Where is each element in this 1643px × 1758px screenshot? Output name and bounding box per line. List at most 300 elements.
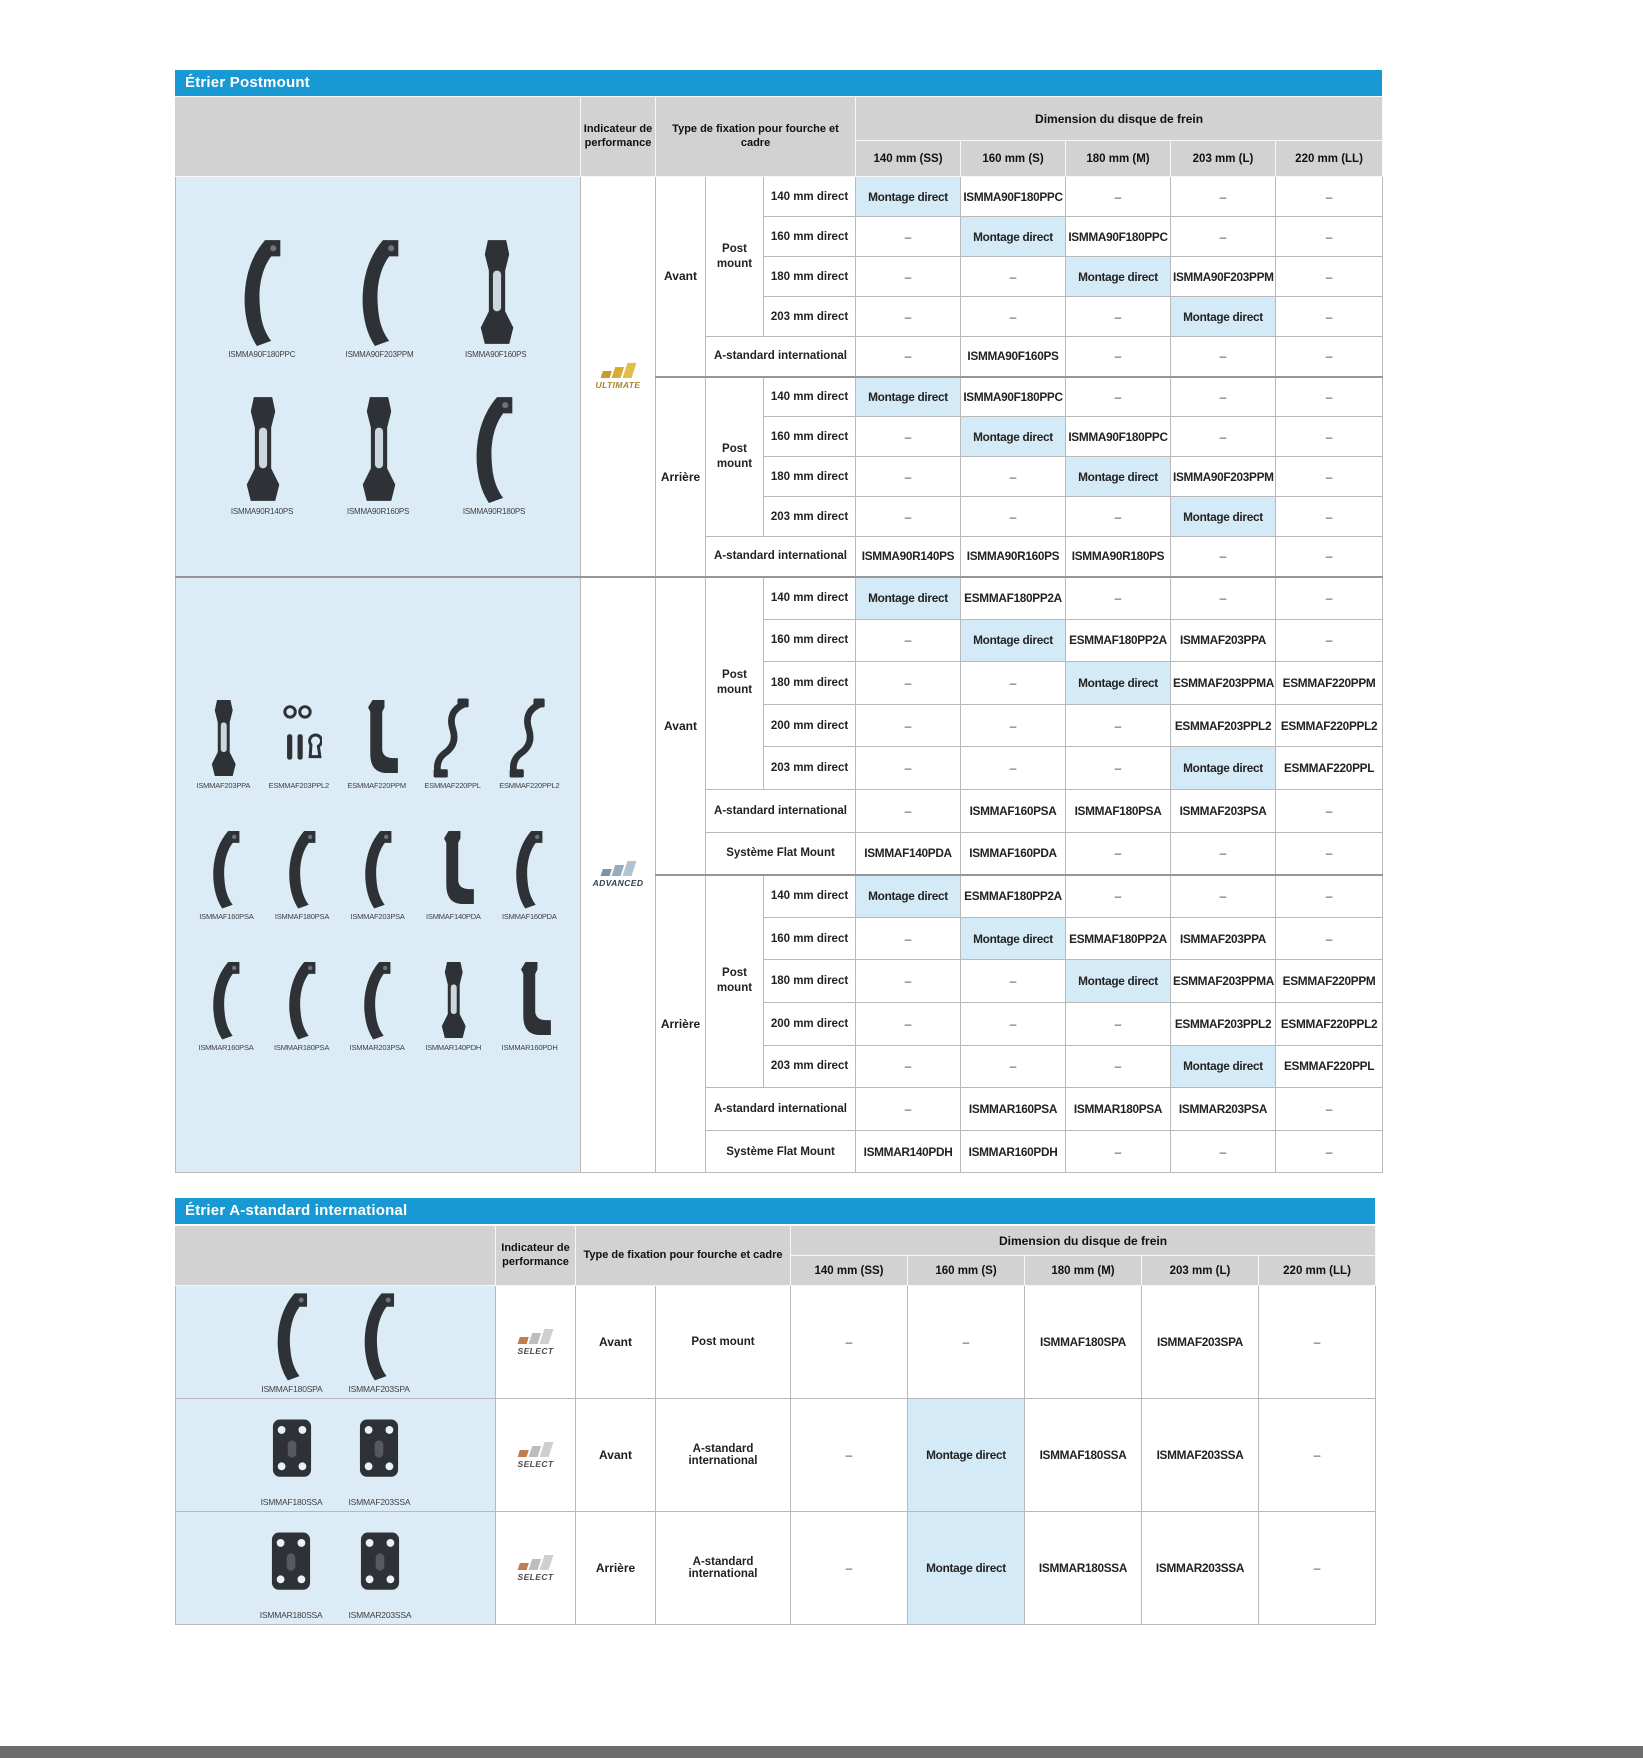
performance-name: ULTIMATE (595, 379, 641, 390)
matrix-cell: – (1276, 217, 1383, 257)
matrix-cell: Montage direct (961, 217, 1066, 257)
size-col-160: 160 mm (S) (908, 1256, 1025, 1286)
mount-type-label: Post mount (656, 1286, 791, 1399)
matrix-cell: ISMMA90F180PPC (961, 177, 1066, 217)
product-caption: ISMMAF203PPA (196, 781, 251, 791)
select-performance-cell (496, 1512, 576, 1625)
matrix-cell: – (1066, 1130, 1171, 1173)
matrix-cell: ISMMAR203SSA (1142, 1512, 1259, 1625)
adapter-image (230, 393, 294, 505)
adapter-image (462, 393, 526, 505)
product-caption: ISMMAR160PSA (198, 1043, 254, 1053)
matrix-cell: Montage direct (1171, 297, 1276, 337)
matrix-cell: Montage direct (856, 377, 961, 417)
row-label: 203 mm direct (764, 747, 856, 790)
product-figure (269, 697, 329, 790)
matrix-cell: – (1171, 1130, 1276, 1173)
product-figure (426, 828, 481, 921)
matrix-cell: ESMMAF220PPL (1276, 747, 1383, 790)
matrix-cell: – (1066, 297, 1171, 337)
product-caption: ISMMAF203PSA (350, 912, 405, 922)
matrix-cell: ISMMAF203PSA (1171, 789, 1276, 832)
matrix-cell: – (791, 1399, 908, 1512)
matrix-cell: – (961, 457, 1066, 497)
matrix-cell: – (856, 497, 961, 537)
product-figure (346, 236, 414, 359)
position-label: Avant (576, 1399, 656, 1512)
row-label: 203 mm direct (764, 497, 856, 537)
matrix-cell: – (1171, 537, 1276, 577)
matrix-cell: ISMMA90F180PPC (1066, 217, 1171, 257)
performance-name: ADVANCED (592, 878, 644, 889)
product-figure (350, 828, 404, 921)
matrix-cell: – (961, 1002, 1066, 1045)
ultimate-performance-cell (581, 177, 656, 577)
adapter-image (355, 828, 401, 910)
row-label: 200 mm direct (764, 1002, 856, 1045)
matrix-cell: – (1276, 917, 1383, 960)
matrix-cell: – (1171, 337, 1276, 377)
size-col-180: 180 mm (M) (1066, 141, 1171, 177)
row-label: 180 mm direct (764, 257, 856, 297)
product-caption: ISMMAF180PSA (274, 912, 330, 922)
matrix-cell: – (856, 747, 961, 790)
matrix-cell: ESMMAF180PP2A (1066, 917, 1171, 960)
product-figure (260, 1516, 323, 1620)
matrix-cell: – (1276, 177, 1383, 217)
matrix-cell: – (1276, 832, 1383, 875)
matrix-cell: ISMMAF180SSA (1025, 1399, 1142, 1512)
matrix-cell: ISMMA90F203PPM (1171, 257, 1276, 297)
ultimate-block (176, 177, 1383, 577)
matrix-cell: ISMMAF180PSA (1066, 789, 1171, 832)
product-figure (349, 1290, 410, 1394)
matrix-cell: – (1276, 257, 1383, 297)
matrix-cell: Montage direct (1066, 662, 1171, 705)
size-col-203: 203 mm (L) (1171, 141, 1276, 177)
size-col-220: 220 mm (LL) (1276, 141, 1383, 177)
matrix-cell: – (856, 917, 961, 960)
matrix-cell: – (908, 1286, 1025, 1399)
row-label: A-standard international (706, 789, 856, 832)
product-figure (347, 697, 405, 790)
product-figure (462, 393, 526, 516)
astandard-table (175, 1225, 1376, 1625)
matrix-cell: ESMMAF203PPL2 (1171, 704, 1276, 747)
size-col-220: 220 mm (LL) (1259, 1256, 1376, 1286)
product-caption: ESMMAF220PPL (424, 781, 481, 791)
matrix-cell: Montage direct (1171, 1045, 1276, 1088)
small-parts-image (276, 697, 322, 779)
matrix-cell: – (1259, 1512, 1376, 1625)
matrix-cell: ISMMA90F180PPC (1066, 417, 1171, 457)
adapter-image (200, 697, 246, 779)
adapter-image (354, 959, 400, 1041)
matrix-cell: – (961, 662, 1066, 705)
position-label: Avant (656, 577, 706, 875)
matrix-cell: ESMMAF220PPL (1276, 1045, 1383, 1088)
matrix-cell: – (856, 1088, 961, 1131)
disc-size-header: Dimension du disque de frein (856, 97, 1383, 141)
matrix-cell: ISMMAF203PPA (1171, 917, 1276, 960)
row-label: Système Flat Mount (706, 832, 856, 875)
performance-name: SELECT (517, 1345, 554, 1356)
matrix-cell: – (856, 960, 961, 1003)
matrix-cell: ISMMA90R180PS (1066, 537, 1171, 577)
matrix-cell: ISMMAR140PDH (856, 1130, 961, 1173)
product-caption: ISMMAF140PDA (426, 912, 481, 922)
matrix-cell: – (1276, 619, 1383, 662)
matrix-cell: – (1171, 217, 1276, 257)
product-caption: ISMMAR203PSA (349, 1043, 405, 1053)
performance-bars-icon (600, 363, 636, 378)
product-caption: ISMMAR203SSA (348, 1610, 412, 1620)
matrix-cell: Montage direct (961, 917, 1066, 960)
product-caption: ISMMAF180SPA (261, 1384, 323, 1394)
product-caption: ISMMAR180SSA (259, 1610, 323, 1620)
product-figure (349, 1403, 411, 1507)
row-label: A-standard international (706, 537, 856, 577)
matrix-cell: – (1171, 177, 1276, 217)
matrix-cell: – (856, 662, 961, 705)
adapter-image (353, 1403, 405, 1495)
row-label: 140 mm direct (764, 377, 856, 417)
adapter-image (203, 828, 249, 910)
product-caption: ISMMA90R160PS (346, 507, 410, 517)
select-performance-cell (496, 1399, 576, 1512)
mount-type-label: A-standard international (656, 1399, 791, 1512)
matrix-cell: Montage direct (961, 619, 1066, 662)
matrix-cell: – (1276, 875, 1383, 918)
row-label: 160 mm direct (764, 217, 856, 257)
product-caption: ESMMAF220PPL2 (499, 781, 560, 791)
mount-type-label: Post mount (706, 577, 764, 790)
matrix-cell: – (1276, 457, 1383, 497)
matrix-cell: – (856, 257, 961, 297)
matrix-cell: ISMMAR180PSA (1066, 1088, 1171, 1131)
matrix-cell: ESMMAF180PP2A (1066, 619, 1171, 662)
matrix-cell: – (856, 619, 961, 662)
matrix-cell: – (791, 1286, 908, 1399)
matrix-cell: Montage direct (856, 875, 961, 918)
product-figure (199, 828, 253, 921)
ultimate-logo (583, 363, 653, 390)
product-figure (502, 959, 558, 1052)
fixation-header: Type de fixation pour fourche et cadre (656, 97, 856, 177)
adapter-image (354, 1516, 406, 1608)
matrix-cell: ISMMAF203PPA (1171, 619, 1276, 662)
fixation-header: Type de fixation pour fourche et cadre (576, 1226, 791, 1286)
advanced-block (176, 577, 1383, 1173)
matrix-cell: ISMMAF140PDA (856, 832, 961, 875)
matrix-cell: – (1276, 537, 1383, 577)
matrix-cell: Montage direct (908, 1512, 1025, 1625)
select-logo (498, 1555, 573, 1582)
row-label: 180 mm direct (764, 662, 856, 705)
matrix-cell: – (856, 789, 961, 832)
matrix-cell: Montage direct (856, 177, 961, 217)
matrix-cell: Montage direct (1066, 960, 1171, 1003)
matrix-cell: ISMMA90F203PPM (1171, 457, 1276, 497)
adapter-image (430, 697, 476, 779)
matrix-cell: – (1276, 577, 1383, 620)
matrix-cell: – (856, 1045, 961, 1088)
matrix-cell: ESMMAF220PPM (1276, 960, 1383, 1003)
matrix-cell: – (1066, 832, 1171, 875)
select-product-images (176, 1512, 496, 1625)
select-logo (498, 1329, 573, 1356)
product-caption: ISMMA90R140PS (230, 507, 294, 517)
adapter-image (203, 959, 249, 1041)
postmount-section-title: Étrier Postmount (175, 70, 1382, 96)
matrix-cell: ESMMAF203PPMA (1171, 662, 1276, 705)
product-caption: ISMMAF203SPA (348, 1384, 410, 1394)
matrix-cell: – (1276, 1088, 1383, 1131)
matrix-cell: – (961, 257, 1066, 297)
adapter-image (506, 697, 552, 779)
size-col-160: 160 mm (S) (961, 141, 1066, 177)
advanced-performance-cell (581, 577, 656, 1173)
matrix-cell: – (1066, 1045, 1171, 1088)
adapter-image (430, 828, 476, 910)
adapter-image (266, 1290, 318, 1382)
performance-name: SELECT (517, 1458, 554, 1469)
matrix-cell: ISMMA90R160PS (961, 537, 1066, 577)
matrix-cell: – (1066, 497, 1171, 537)
matrix-cell: – (961, 297, 1066, 337)
matrix-cell: ESMMAF220PPL2 (1276, 1002, 1383, 1045)
matrix-cell: – (1066, 1002, 1171, 1045)
matrix-cell: ESMMAF180PP2A (961, 577, 1066, 620)
matrix-cell: – (1259, 1286, 1376, 1399)
product-figure (275, 828, 329, 921)
size-col-140: 140 mm (SS) (856, 141, 961, 177)
matrix-cell: ESMMAF203PPMA (1171, 960, 1276, 1003)
product-figure (261, 1290, 322, 1394)
matrix-cell: – (856, 457, 961, 497)
matrix-cell: – (856, 1002, 961, 1045)
matrix-cell: ESMMAF220PPL2 (1276, 704, 1383, 747)
product-caption: ISMMAR140PDH (425, 1043, 482, 1053)
matrix-cell: – (856, 417, 961, 457)
product-caption: ESMMAF220PPM (347, 781, 406, 791)
product-caption: ISMMA90F180PPC (228, 350, 296, 360)
matrix-cell: Montage direct (1066, 257, 1171, 297)
select-product-images (176, 1286, 496, 1399)
product-figure (261, 1403, 323, 1507)
matrix-cell: – (1066, 577, 1171, 620)
product-figure (499, 697, 559, 790)
matrix-cell: Montage direct (961, 417, 1066, 457)
matrix-cell: ISMMAF180SPA (1025, 1286, 1142, 1399)
adapter-image (266, 1403, 318, 1495)
matrix-cell: ESMMAF180PP2A (961, 875, 1066, 918)
matrix-cell: ISMMAR160PSA (961, 1088, 1066, 1131)
row-label: Système Flat Mount (706, 1130, 856, 1173)
matrix-cell: ISMMAF203SPA (1142, 1286, 1259, 1399)
matrix-cell: Montage direct (1066, 457, 1171, 497)
adapter-image (430, 959, 476, 1041)
matrix-cell: – (856, 337, 961, 377)
product-caption: ISMMAF180SSA (260, 1497, 323, 1507)
mount-type-label: A-standard international (656, 1512, 791, 1625)
matrix-cell: – (1276, 417, 1383, 457)
matrix-cell: – (1066, 337, 1171, 377)
product-figure (349, 1516, 412, 1620)
matrix-cell: – (1066, 377, 1171, 417)
matrix-cell: – (1276, 789, 1383, 832)
matrix-cell: – (1171, 832, 1276, 875)
performance-name: SELECT (517, 1571, 554, 1582)
product-figure (502, 828, 557, 921)
matrix-cell: ISMMA90R140PS (856, 537, 961, 577)
adapter-image (279, 828, 325, 910)
size-col-180: 180 mm (M) (1025, 1256, 1142, 1286)
postmount-table (175, 96, 1383, 1173)
advanced-product-images (176, 577, 581, 1173)
matrix-cell: ISMMAF203SSA (1142, 1399, 1259, 1512)
adapter-image (507, 959, 553, 1041)
matrix-cell: – (791, 1512, 908, 1625)
performance-bars-icon (518, 1555, 554, 1570)
product-figure (230, 393, 294, 516)
matrix-cell: Montage direct (908, 1399, 1025, 1512)
matrix-cell: – (856, 704, 961, 747)
matrix-cell: – (1066, 177, 1171, 217)
position-label: Arrière (656, 377, 706, 577)
matrix-cell: – (1171, 377, 1276, 417)
matrix-cell: – (1276, 377, 1383, 417)
astandard-section-title: Étrier A-standard international (175, 1198, 1375, 1224)
matrix-cell: – (1066, 704, 1171, 747)
product-caption: ISMMAR180PSA (274, 1043, 330, 1053)
ultimate-product-images (176, 177, 581, 577)
performance-header: Indicateur de performance (496, 1226, 576, 1286)
product-figure (274, 959, 329, 1052)
matrix-cell: – (1066, 875, 1171, 918)
matrix-cell: – (1276, 1130, 1383, 1173)
matrix-cell: – (961, 704, 1066, 747)
product-figure (425, 959, 481, 1052)
images-header-cell (176, 97, 581, 177)
matrix-cell: ISMMA90F160PS (961, 337, 1066, 377)
matrix-cell: ISMMAF160PSA (961, 789, 1066, 832)
matrix-cell: – (1171, 875, 1276, 918)
position-label: Arrière (576, 1512, 656, 1625)
performance-bars-icon (518, 1329, 554, 1344)
matrix-cell: ISMMAR203PSA (1171, 1088, 1276, 1131)
product-caption: ISMMA90R180PS (462, 507, 526, 517)
performance-header: Indicateur de performance (581, 97, 656, 177)
advanced-logo (583, 861, 653, 888)
matrix-cell: ISMMAR160PDH (961, 1130, 1066, 1173)
matrix-cell: – (1066, 747, 1171, 790)
product-figure (228, 236, 295, 359)
matrix-cell: ISMMAF160PDA (961, 832, 1066, 875)
matrix-cell: – (1171, 417, 1276, 457)
matrix-cell: Montage direct (1171, 747, 1276, 790)
adapter-image (353, 1290, 405, 1382)
page-bottom-strip (0, 1746, 1643, 1758)
row-label: 160 mm direct (764, 619, 856, 662)
matrix-cell: ISMMA90F180PPC (961, 377, 1066, 417)
mount-type-label: Post mount (706, 875, 764, 1088)
matrix-cell: – (1259, 1399, 1376, 1512)
matrix-cell: – (1276, 297, 1383, 337)
matrix-cell: – (961, 960, 1066, 1003)
size-col-203: 203 mm (L) (1142, 1256, 1259, 1286)
matrix-cell: – (856, 297, 961, 337)
adapter-image (506, 828, 552, 910)
size-col-140: 140 mm (SS) (791, 1256, 908, 1286)
row-label: 160 mm direct (764, 417, 856, 457)
performance-bars-icon (518, 1442, 554, 1457)
product-figure (424, 697, 480, 790)
mount-type-label: Post mount (706, 177, 764, 337)
product-figure (350, 959, 405, 1052)
product-caption: ESMMAF203PPL2 (268, 781, 329, 791)
matrix-cell: ESMMAF220PPM (1276, 662, 1383, 705)
adapter-image (354, 697, 400, 779)
row-label: 203 mm direct (764, 1045, 856, 1088)
adapter-image (230, 236, 294, 348)
product-figure (346, 393, 410, 516)
adapter-image (464, 236, 528, 348)
matrix-cell: ESMMAF203PPL2 (1171, 1002, 1276, 1045)
row-label: 180 mm direct (764, 960, 856, 1003)
adapter-image (346, 393, 410, 505)
row-label: 140 mm direct (764, 577, 856, 620)
matrix-cell: – (856, 217, 961, 257)
matrix-cell: – (961, 497, 1066, 537)
product-caption: ISMMA90F203PPM (345, 350, 414, 360)
position-label: Arrière (656, 875, 706, 1173)
matrix-cell: – (961, 747, 1066, 790)
product-figure (464, 236, 528, 359)
product-caption: ISMMAF160PDA (502, 912, 557, 922)
position-label: Avant (576, 1286, 656, 1399)
row-label: 140 mm direct (764, 875, 856, 918)
row-label: 180 mm direct (764, 457, 856, 497)
adapter-image (265, 1516, 317, 1608)
adapter-image (279, 959, 325, 1041)
row-label: 140 mm direct (764, 177, 856, 217)
row-label: 203 mm direct (764, 297, 856, 337)
select-logo (498, 1442, 573, 1469)
product-caption: ISMMAR160PDH (501, 1043, 558, 1053)
matrix-cell: – (1171, 577, 1276, 620)
matrix-cell: Montage direct (856, 577, 961, 620)
adapter-image (348, 236, 412, 348)
performance-bars-icon (600, 861, 636, 876)
position-label: Avant (656, 177, 706, 377)
row-label: A-standard international (706, 1088, 856, 1131)
row-label: 160 mm direct (764, 917, 856, 960)
product-figure (196, 697, 250, 790)
matrix-cell: Montage direct (1171, 497, 1276, 537)
disc-size-header: Dimension du disque de frein (791, 1226, 1376, 1256)
matrix-cell: – (1276, 497, 1383, 537)
row-label: 200 mm direct (764, 704, 856, 747)
select-performance-cell (496, 1286, 576, 1399)
mount-type-label: Post mount (706, 377, 764, 537)
product-figure (198, 959, 253, 1052)
images-header-cell (176, 1226, 496, 1286)
product-caption: ISMMAF203SSA (348, 1497, 411, 1507)
matrix-cell: ISMMAR180SSA (1025, 1512, 1142, 1625)
product-caption: ISMMA90F160PS (465, 350, 527, 360)
product-caption: ISMMAF160PSA (199, 912, 254, 922)
